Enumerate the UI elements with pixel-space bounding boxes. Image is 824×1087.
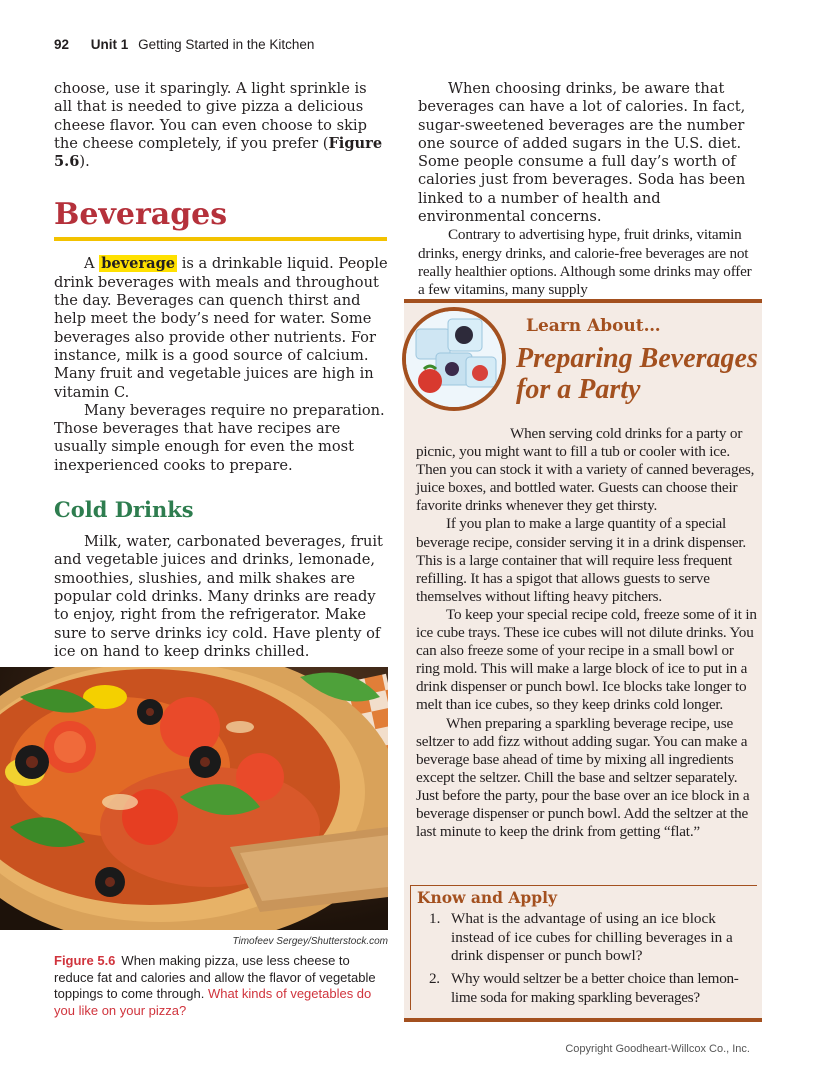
- question-text: What is the advantage of using an ice block instead of ice cubes for chilling beverages in a drink dispenser or punch bowl?: [451, 910, 733, 964]
- sidebar-paragraph-3: To keep your special recipe cold, freeze some of it in ice cube trays. These ice cubes will not dilute drinks. You can also freeze some of your recipe in a small bowl or ring mold. This will make a large block of ice to put in a drink dispenser or punch bowl. Ice blocks take longer to melt than ice cubes, so they keep drinks cold longer.: [416, 605, 757, 714]
- intro-paragraph: choose, use it sparingly. A light sprinkle is all that is needed to give pizza a delicious cheese flavor. You can even choose to skip the cheese completely, if you prefer (Figure 5.6).: [54, 80, 383, 171]
- beverages-paragraph-1: A beverage is a drinkable liquid. People drink beverages with meals and throughout the day. Beverages can quench thirst and help meet the body’s need for water. Some beverages also provide other nutrients. For instance, milk is a good source of calcium. Many fruit and vegetable juices are high in vitamin C.: [54, 255, 388, 401]
- beverages-paragraph-2: Many beverages require no preparation. Those beverages that have recipes are usually simple enough for even the most inexperienced cooks to prepare.: [54, 401, 385, 474]
- right-paragraph-2: Contrary to advertising hype, fruit drinks, vitamin drinks, energy drinks, and calorie-free beverages are not really healthier options. Although some drinks may offer a few vitamins, many supply: [418, 226, 752, 299]
- sidebar-paragraph-1: When serving cold drinks for a party or picnic, you might want to fill a tub or cooler with ice. Then you can stock it with a variety of canned beverages, juice boxes, and bottled water. Guests can choose their favorite drinks whenever they get thirsty.: [416, 425, 755, 515]
- question-item: [429, 970, 751, 1007]
- caption-question: What kinds of vegetables do you like on your pizza?: [54, 986, 372, 1018]
- ice-drink-illustration: [406, 311, 502, 407]
- heading-rule: [54, 237, 387, 241]
- question-number: 1.: [429, 910, 441, 927]
- sidebar-paragraph-2: If you plan to make a large quantity of a special beverage recipe, consider serving it in a drink dispenser. This is a large container that will require less frequent refilling. It has a spigot that allows guests to serve themselves without lifting heavy pitchers.: [416, 515, 746, 605]
- unit-title: Getting Started in the Kitchen: [138, 37, 315, 52]
- sidebar-paragraph-4: When preparing a sparkling beverage recipe, use seltzer to add fizz without adding sugar. You can make a beverage base ahead of time by mixing all ingredients except the seltzer. Chill the base and seltzer separately. Just before the party, pour the base over an ice block in a beverage dispenser or punch bowl. Add the seltzer at the last minute to keep the drink from getting “flat.”: [416, 714, 750, 841]
- right-column: [418, 80, 760, 300]
- pizza-photo: [0, 667, 388, 930]
- subheading-cold-drinks: Cold Drinks: [54, 497, 194, 523]
- question-number: 2.: [429, 970, 440, 987]
- unit-label: Unit 1: [90, 37, 129, 52]
- pizza-illustration: [0, 667, 388, 930]
- left-column: [54, 80, 389, 661]
- question-item: [429, 910, 751, 966]
- question-text: Why would seltzer be a better choice than lemon-lime soda for making sparkling beverages?: [451, 970, 739, 1006]
- key-term-beverage: beverage: [101, 255, 176, 273]
- figure-caption: [54, 953, 384, 1019]
- know-and-apply-title: Know and Apply: [417, 888, 557, 907]
- copyright-footer: Copyright Goodheart-Willcox Co., Inc.: [565, 1043, 750, 1055]
- running-header: [54, 37, 314, 52]
- right-paragraph-1: When choosing drinks, be aware that beverages can have a lot of calories. In fact, sugar-sweetened beverages are the number one source of added sugars in the U.S. diet. Some people consume a full day’s worth of calories just from beverages. Soda has been linked to a number of health and environmental concerns.: [418, 80, 746, 226]
- photo-credit: Timofeev Sergey/Shutterstock.com: [232, 936, 388, 947]
- figure-label: Figure 5.6: [54, 953, 116, 968]
- caption-text: When making pizza, use less cheese to reduce fat and calories and allow the flavor of vegetable toppings to come through.: [54, 953, 376, 1002]
- cold-drinks-paragraph: Milk, water, carbonated beverages, fruit and vegetable juices and drinks, lemonade, smoothies, slushies, and milk shakes are popular cold drinks. Many drinks are ready to enjoy, right from the refrigerator. Make sure to serve drinks icy cold. Have plenty of ice on hand to keep drinks chilled.: [54, 533, 383, 660]
- know-and-apply-box: [410, 885, 757, 1010]
- sidebar-title-line-1: Preparing Beverages: [516, 343, 758, 374]
- section-heading-beverages: Beverages: [54, 197, 228, 233]
- drinks-photo-badge: [402, 307, 506, 411]
- page-number: 92: [54, 37, 70, 52]
- sidebar-kicker: Learn About…: [526, 316, 661, 336]
- figure-reference: Figure 5.6: [54, 134, 383, 171]
- sidebar-title: [516, 343, 758, 405]
- sidebar-body: [416, 425, 758, 841]
- sidebar-title-line-2: for a Party: [516, 374, 641, 405]
- learn-about-sidebar: [404, 299, 762, 1022]
